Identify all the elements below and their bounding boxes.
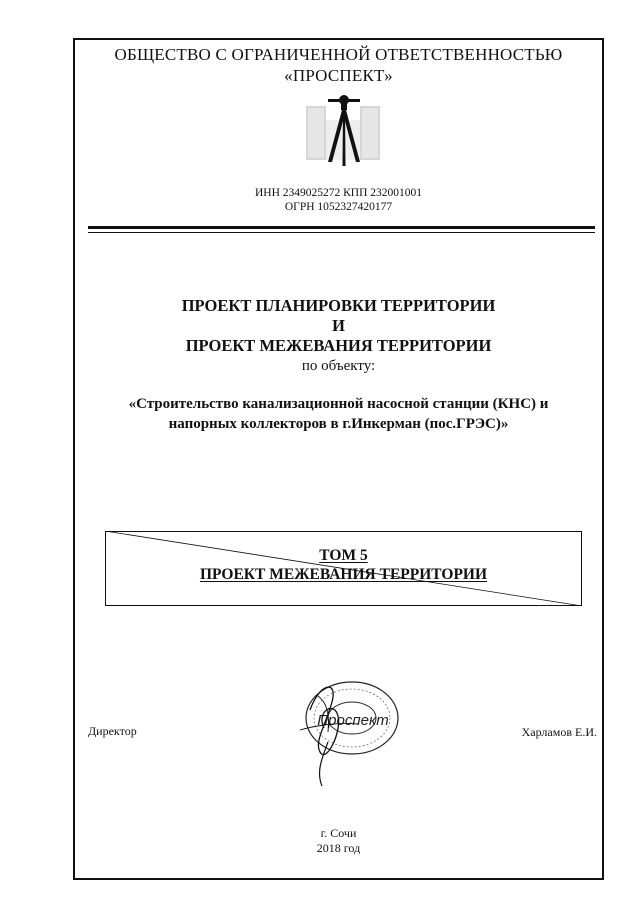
header-divider-thick [88,226,595,229]
object-name-line1: «Строительство канализационной насосной станции (КНС) и [128,396,549,412]
footer [75,826,602,856]
director-name: Харламов Е.И. [521,725,597,739]
registration-numbers [75,186,602,214]
object-label: по объекту: [301,358,376,374]
volume-number: ТОМ 5 [319,547,368,564]
project-title-line3: ПРОЕКТ МЕЖЕВАНИЯ ТЕРРИТОРИИ [185,336,492,355]
surveyor-tripod-logo-icon [306,92,382,172]
svg-text:Проспект: Проспект [317,712,389,729]
header-divider-thin [88,232,595,233]
project-title [75,296,602,356]
organization-name-line1: ОБЩЕСТВО С ОГРАНИЧЕННОЙ ОТВЕТСТВЕННОСТЬЮ [114,45,563,64]
organization-name-line2: «ПРОСПЕКТ» [284,66,393,85]
organization-name [75,44,602,86]
volume-heading [105,546,582,584]
ogrn: ОГРН 1052327420177 [284,201,393,213]
footer-year: 2018 год [316,841,361,855]
volume-name: ПРОЕКТ МЕЖЕВАНИЯ ТЕРРИТОРИИ [199,566,488,583]
director-label: Директор [88,724,137,738]
footer-city: г. Сочи [320,826,357,840]
company-seal-icon [280,672,410,792]
project-title-line2: И [332,316,345,335]
object-name-line2: напорных коллекторов в г.Инкерман (пос.ГРЭС)» [168,416,509,432]
inn-kpp: ИНН 2349025272 КПП 232001001 [254,187,423,199]
project-title-line1: ПРОЕКТ ПЛАНИРОВКИ ТЕРРИТОРИИ [181,296,496,315]
object-name [75,394,602,434]
